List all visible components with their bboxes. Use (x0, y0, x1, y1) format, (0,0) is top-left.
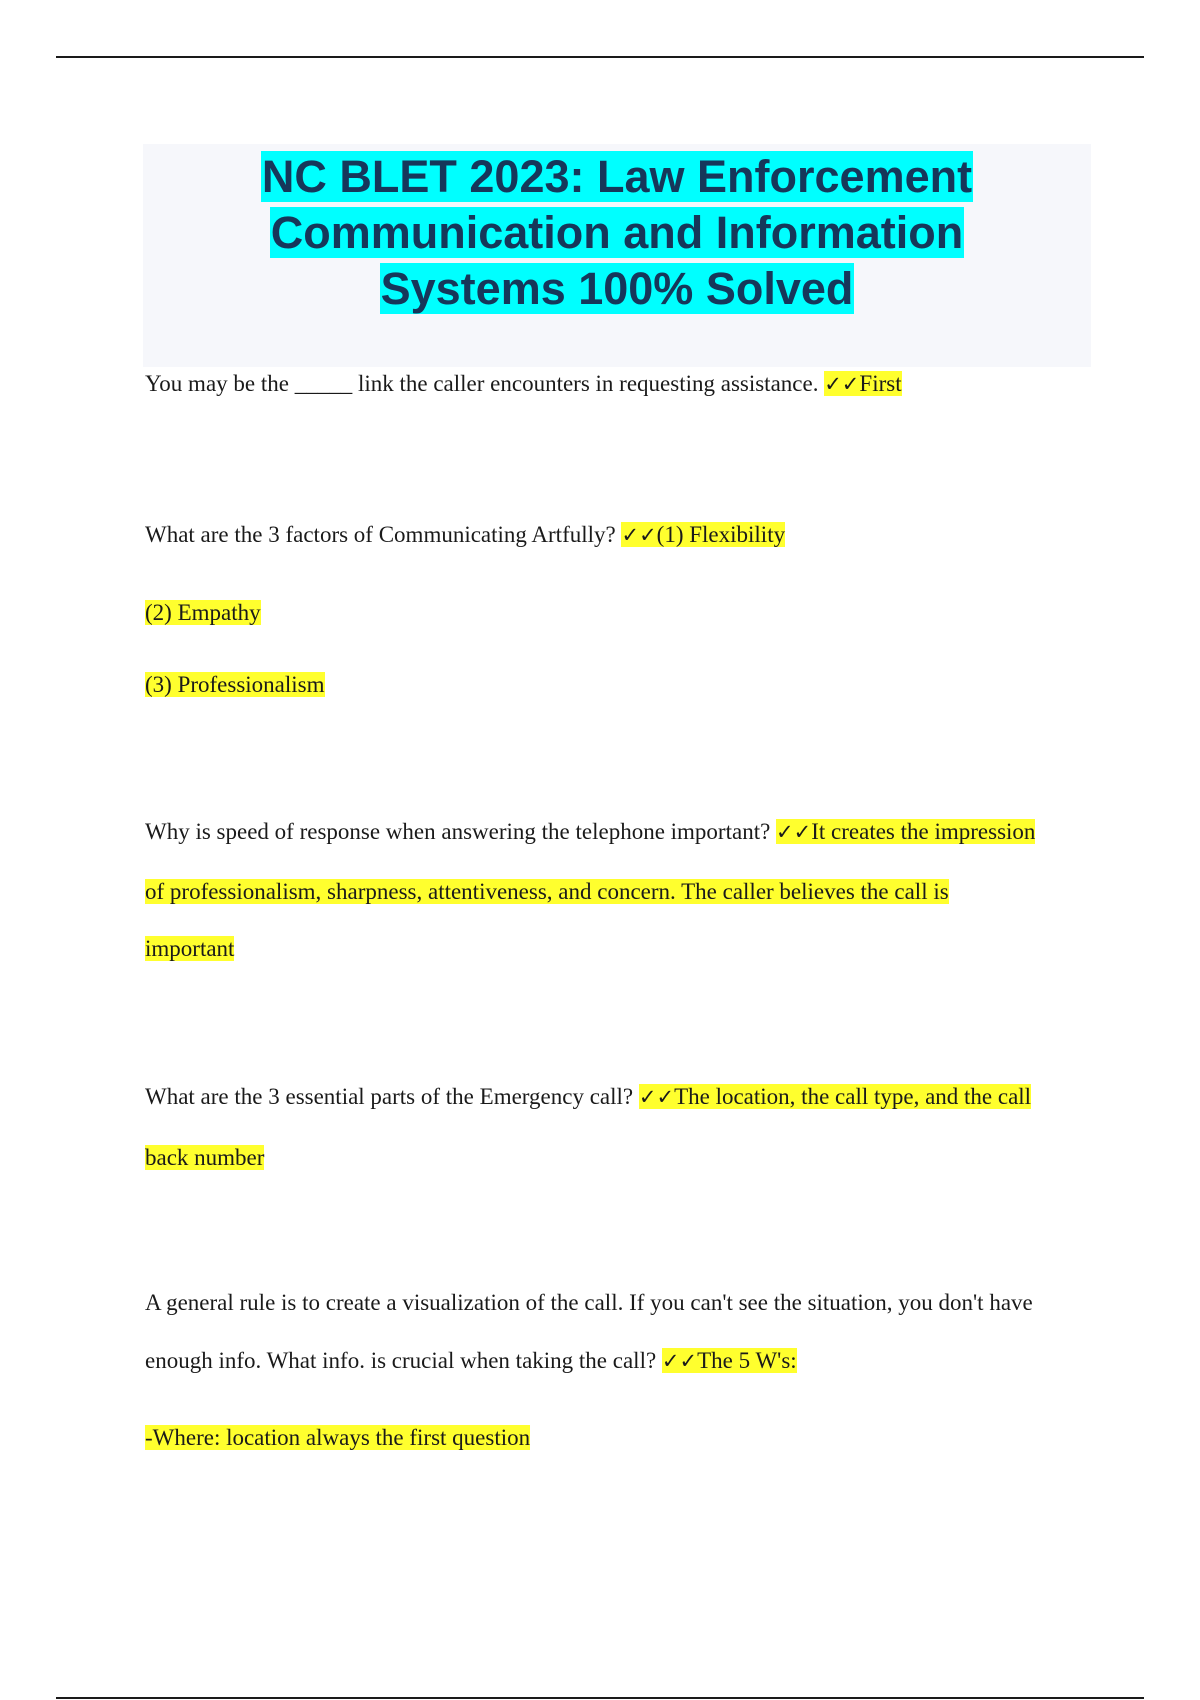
title-line-1: NC BLET 2023: Law Enforcement (261, 151, 973, 202)
answer-2-line-2: (2) Empathy (145, 600, 261, 625)
double-check-icon: ✓✓ (621, 523, 657, 547)
top-rule (56, 56, 1144, 58)
question-5: A general rule is to create a visualization of the call. If you can't see the situation, you don't have (145, 1290, 1033, 1315)
double-check-icon: ✓✓ (776, 820, 812, 844)
answer-5-line-2: -Where: location always the first question (145, 1425, 531, 1450)
title-line-3: Systems 100% Solved (380, 263, 854, 314)
title-line-2: Communication and Information (270, 207, 964, 258)
answer-1: ✓✓First (824, 371, 902, 396)
answer-4: ✓✓The location, the call type, and the call (638, 1084, 1032, 1109)
double-check-icon: ✓✓ (638, 1085, 675, 1109)
answer-5: ✓✓The 5 W's: (661, 1348, 797, 1373)
answer-2-line-3: (3) Professionalism (145, 672, 325, 697)
double-check-icon: ✓✓ (661, 1349, 698, 1373)
double-check-icon: ✓✓ (824, 372, 860, 396)
answer-3-line-2: of professionalism, sharpness, attentiveness, and concern. The caller believes the call is (145, 879, 949, 904)
question-5-line-2: enough info. What info. is crucial when taking the call? ✓✓The 5 W's: (145, 1348, 797, 1373)
answer-4-line-2: back number (145, 1145, 265, 1170)
question-4: What are the 3 essential parts of the Emergency call? ✓✓The location, the call type, and the call (145, 1084, 1032, 1109)
question-3: Why is speed of response when answering the telephone important? ✓✓It creates the impression (145, 819, 1036, 844)
answer-2: ✓✓(1) Flexibility (621, 522, 786, 547)
question-2: What are the 3 factors of Communicating Artfully? ✓✓(1) Flexibility (145, 522, 786, 547)
question-1: You may be the _____ link the caller encounters in requesting assistance. ✓✓First (145, 371, 902, 396)
answer-3: ✓✓It creates the impression (776, 819, 1036, 844)
answer-3-line-3: important (145, 936, 235, 961)
document-title (143, 144, 1091, 367)
bottom-rule (56, 1697, 1144, 1699)
